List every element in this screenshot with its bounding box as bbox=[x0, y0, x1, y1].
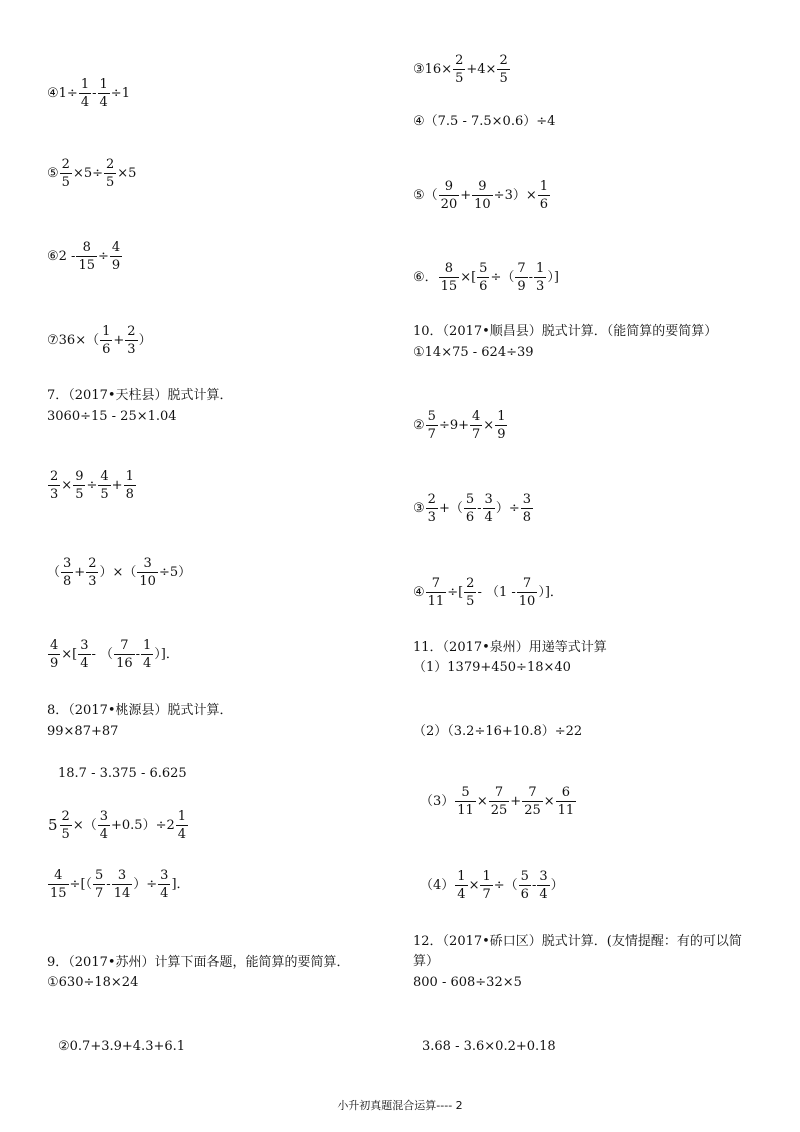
fraction: $\frac{7}{10}$ bbox=[518, 576, 536, 609]
problem-6r-3: ③ 16× $\frac{2}{5}$ +4× $\frac{2}{5}$ bbox=[413, 53, 508, 86]
fraction: $\frac{3}{10}$ bbox=[139, 556, 156, 589]
question-8-header: 8．（2017•桃源县）脱式计算． bbox=[47, 703, 233, 718]
page-footer: 小升初真题混合运算---- 2 bbox=[337, 1099, 463, 1112]
fraction: $\frac{4}{5}$ bbox=[100, 469, 109, 502]
fraction: $\frac{9}{20}$ bbox=[440, 179, 458, 212]
fraction: $\frac{7}{16}$ bbox=[116, 638, 133, 671]
fraction: $\frac{3}{4}$ bbox=[99, 809, 109, 842]
fraction: $\frac{1}{4}$ bbox=[177, 809, 187, 842]
question-10-header: 10．（2017•顺昌县）脱式计算．（能简算的要简算） bbox=[413, 324, 718, 339]
fraction: $\frac{1}{9}$ bbox=[497, 409, 506, 442]
problem-11-2: （2）（3.2÷16+10.8）÷22 bbox=[413, 724, 583, 739]
fraction: $\frac{5}{7}$ bbox=[427, 409, 436, 442]
question-9-header: 9．（2017•苏州）计算下面各题，能简算的要简算． bbox=[47, 955, 350, 970]
fraction: $\frac{7}{25}$ bbox=[490, 785, 508, 818]
problem-6r-5: ⑤ （ $\frac{9}{20}$ + $\frac{9}{10}$ ÷3）× $\frac{1}{6}$ bbox=[413, 179, 549, 212]
problem-6-4: ④ 1÷ $\frac{1}{4}$ - $\frac{1}{4}$ ÷1 bbox=[47, 77, 130, 110]
fraction: $\frac{8}{15}$ bbox=[440, 261, 458, 294]
fraction: $\frac{3}{4}$ bbox=[539, 869, 548, 902]
problem-8-1: 99×87+87 bbox=[47, 724, 119, 739]
fraction: $\frac{7}{9}$ bbox=[517, 261, 526, 294]
problem-10-2: ② $\frac{5}{7}$ ÷9+ $\frac{4}{7}$ × $\frac{1}{9}$ bbox=[413, 409, 506, 442]
problem-7-4: $\frac{4}{9}$ ×[ $\frac{3}{4}$ - （ $\frac{7}{16}$ - $\frac{1}{4}$ ）]． bbox=[50, 638, 179, 671]
fraction: $\frac{1}{4}$ bbox=[457, 869, 466, 902]
fraction: $\frac{5}{6}$ bbox=[465, 492, 475, 525]
fraction: $\frac{9}{5}$ bbox=[75, 469, 84, 502]
fraction: $\frac{7}{11}$ bbox=[427, 576, 445, 609]
fraction: $\frac{5}{11}$ bbox=[457, 785, 474, 818]
fraction: $\frac{4}{9}$ bbox=[50, 638, 59, 671]
fraction: $\frac{1}{4}$ bbox=[99, 77, 108, 110]
problem-12-2: 3.68 - 3.6×0.2+0.18 bbox=[422, 1039, 556, 1054]
problem-10-3: ③ $\frac{2}{3}$ +（ $\frac{5}{6}$ - $\frac{3}{4}$ ）÷ $\frac{3}{8}$ bbox=[413, 492, 531, 525]
fraction: $\frac{1}{8}$ bbox=[125, 469, 134, 502]
fraction: $\frac{3}{4}$ bbox=[80, 638, 89, 671]
fraction: $\frac{2}{5}$ bbox=[499, 53, 508, 86]
fraction: $\frac{9}{10}$ bbox=[474, 179, 491, 212]
problem-9-1: ①630÷18×24 bbox=[47, 975, 139, 990]
fraction: $\frac{4}{15}$ bbox=[50, 868, 67, 901]
fraction: $\frac{4}{9}$ bbox=[111, 240, 121, 273]
problem-10-4: ④ $\frac{7}{11}$ ÷[ $\frac{2}{5}$ - （1 - $\frac{7}{10}$ ）]． bbox=[413, 576, 563, 609]
problem-11-1: （1）1379+450÷18×40 bbox=[413, 660, 571, 675]
fraction: $\frac{1}{4}$ bbox=[80, 77, 90, 110]
fraction: $\frac{2}{5}$ bbox=[106, 157, 115, 190]
fraction: $\frac{3}{4}$ bbox=[160, 868, 169, 901]
fraction: $\frac{1}{7}$ bbox=[482, 869, 491, 902]
fraction: $\frac{2}{5}$ bbox=[466, 576, 475, 609]
fraction: $\frac{8}{15}$ bbox=[78, 240, 95, 273]
fraction: $\frac{3}{8}$ bbox=[522, 492, 531, 525]
problem-6-7: ⑦ 36×（ $\frac{1}{6}$ + $\frac{2}{3}$ ） bbox=[47, 324, 152, 357]
problem-11-4: （4） $\frac{1}{4}$ × $\frac{1}{7}$ ÷（ $\frac{5}{6}$ - $\frac{3}{4}$ ） bbox=[420, 869, 564, 902]
problem-6r-6: ⑥． $\frac{8}{15}$ ×[ $\frac{5}{6}$ ÷（ $\frac{7}{9}$ - $\frac{1}{3}$ ）] bbox=[413, 261, 559, 294]
fraction: $\frac{7}{25}$ bbox=[524, 785, 541, 818]
fraction: $\frac{2}{3}$ bbox=[127, 324, 136, 357]
fraction: $\frac{2}{5}$ bbox=[61, 809, 70, 842]
question-11-header: 11．（2017•泉州）用递等式计算 bbox=[413, 640, 607, 655]
fraction: $\frac{1}{6}$ bbox=[539, 179, 549, 212]
fraction: $\frac{2}{3}$ bbox=[50, 469, 59, 502]
problem-7-3: （ $\frac{3}{8}$ + $\frac{2}{3}$ ）×（ $\frac{3}{10}$ ÷5） bbox=[47, 556, 192, 589]
fraction: $\frac{4}{7}$ bbox=[472, 409, 481, 442]
fraction: $\frac{2}{3}$ bbox=[427, 492, 436, 525]
problem-6r-4: ④（7.5 - 7.5×0.6）÷4 bbox=[413, 114, 556, 129]
fraction: $\frac{5}{6}$ bbox=[520, 869, 529, 902]
fraction: $\frac{2}{5}$ bbox=[455, 53, 464, 86]
problem-9-2: ②0.7+3.9+4.3+6.1 bbox=[58, 1039, 186, 1054]
problem-7-2: $\frac{2}{3}$ × $\frac{9}{5}$ ÷ $\frac{4}{5}$ + $\frac{1}{8}$ bbox=[50, 469, 134, 502]
problem-7-1: 3060÷15 - 25×1.04 bbox=[47, 409, 177, 424]
fraction: $\frac{1}{6}$ bbox=[102, 324, 111, 357]
problem-8-2: 18.7 - 3.375 - 6.625 bbox=[58, 766, 187, 781]
problem-8-3: 5 $\frac{2}{5}$ ×（ $\frac{3}{4}$ +0.5）÷2 $\frac{1}{4}$ bbox=[48, 809, 187, 842]
problem-8-4: $\frac{4}{15}$ ÷[（ $\frac{5}{7}$ - $\frac{3}{14}$ ）÷ $\frac{3}{4}$ ]． bbox=[50, 868, 190, 901]
problem-6-6: ⑥ 2 - $\frac{8}{15}$ ÷ $\frac{4}{9}$ bbox=[47, 240, 121, 273]
question-12-header: 12．（2017•硚口区）脱式计算．(友情提醒：有的可以简算） bbox=[413, 934, 742, 969]
fraction: $\frac{2}{3}$ bbox=[88, 556, 97, 589]
fraction: $\frac{1}{4}$ bbox=[143, 638, 152, 671]
question-7-header: 7．（2017•天柱县）脱式计算． bbox=[47, 388, 233, 403]
fraction: $\frac{5}{7}$ bbox=[95, 868, 104, 901]
problem-12-1: 800 - 608÷32×5 bbox=[413, 975, 522, 990]
problem-10-1: ①14×75 - 624÷39 bbox=[413, 345, 534, 360]
fraction: $\frac{5}{6}$ bbox=[479, 261, 488, 294]
fraction: $\frac{3}{4}$ bbox=[484, 492, 493, 525]
problem-11-3: （3） $\frac{5}{11}$ × $\frac{7}{25}$ + $\frac{7}{25}$ × $\frac{6}{11}$ bbox=[420, 785, 575, 818]
fraction: $\frac{1}{3}$ bbox=[536, 261, 545, 294]
fraction: $\frac{3}{14}$ bbox=[113, 868, 131, 901]
fraction: $\frac{2}{5}$ bbox=[61, 157, 70, 190]
fraction: $\frac{3}{8}$ bbox=[63, 556, 72, 589]
problem-6-5: ⑤ $\frac{2}{5}$ ×5÷ $\frac{2}{5}$ ×5 bbox=[47, 157, 137, 190]
fraction: $\frac{6}{11}$ bbox=[557, 785, 575, 818]
